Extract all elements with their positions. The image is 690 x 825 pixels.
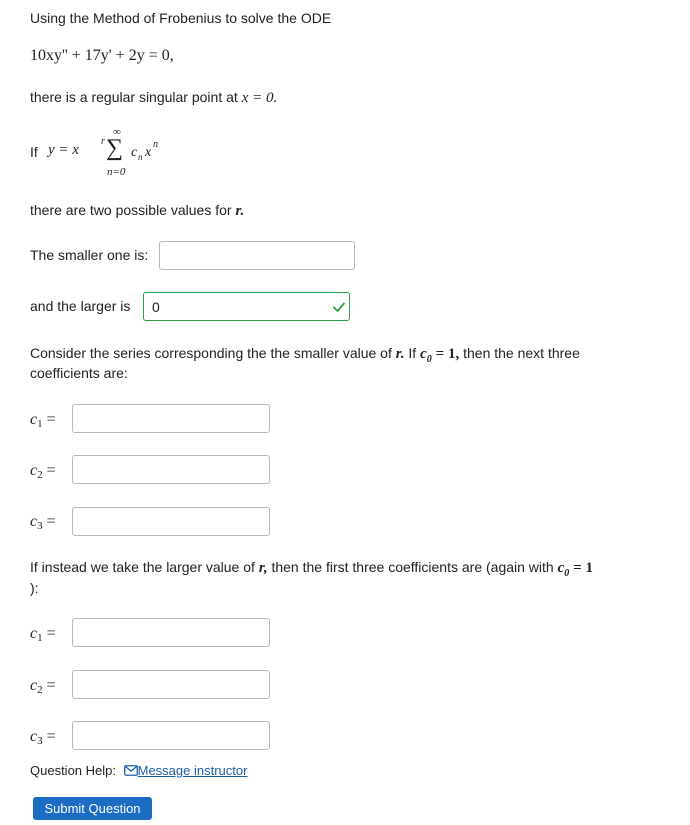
smaller-root-label: The smaller one is: xyxy=(30,247,149,263)
larger-root-label: and the larger is xyxy=(30,298,131,314)
smaller-root-input[interactable] xyxy=(159,241,355,270)
sum-lower-limit: n=0 xyxy=(107,166,126,178)
larger-c2-input[interactable] xyxy=(72,670,270,699)
message-instructor-link[interactable] xyxy=(124,763,248,778)
two-values-text: there are two possible values for xyxy=(30,202,232,218)
series-lhs: y = x xyxy=(48,142,79,158)
series-term-exp: n xyxy=(153,139,158,150)
larger-series-text-a: If instead we take the larger value of xyxy=(30,559,255,575)
larger-c3-input[interactable] xyxy=(72,721,270,750)
smaller-series-line2: coefficients are: xyxy=(30,365,128,381)
intro-text: Using the Method of Frobenius to solve the ODE xyxy=(30,10,332,26)
smaller-c1-input[interactable] xyxy=(72,404,270,433)
submit-question-button[interactable]: Submit Question xyxy=(33,797,152,820)
smaller-series-text-c: then the next three xyxy=(463,345,580,361)
larger-series-c0: $c_0$ xyxy=(557,560,570,579)
larger-series-text-b: then the first three coefficients are (again with xyxy=(271,559,554,575)
message-instructor-label: Message instructor xyxy=(137,763,248,778)
smaller-c1-label: $c_1$ = xyxy=(30,411,56,430)
question-help xyxy=(30,762,247,780)
larger-series-line1 xyxy=(30,557,593,584)
series-term-sub: n xyxy=(138,152,143,162)
r-symbol: r. xyxy=(235,203,245,219)
smaller-c2-label: $c_2$ = xyxy=(30,462,56,481)
smaller-series-r: r. xyxy=(395,346,405,362)
envelope-icon xyxy=(124,765,138,776)
smaller-series-c0: $c_0$ xyxy=(420,346,432,365)
smaller-series-text-a: Consider the series corresponding the the smaller value of xyxy=(30,345,392,361)
question-help-label: Question Help: xyxy=(30,763,116,778)
series-exponent-r: r xyxy=(101,136,105,147)
checkmark-icon xyxy=(332,300,346,314)
smaller-series-eq: = 1, xyxy=(435,346,460,362)
larger-series-line2: ): xyxy=(30,580,39,596)
larger-c1-input[interactable] xyxy=(72,618,270,647)
sum-symbol: ∑ xyxy=(106,135,124,161)
singular-point-text: there is a regular singular point at xyxy=(30,89,238,105)
if-label: If xyxy=(30,144,38,160)
larger-c2-label: $c_2$ = xyxy=(30,677,56,696)
smaller-c2-input[interactable] xyxy=(72,455,270,484)
singular-point-math: x = 0. xyxy=(241,90,278,106)
larger-root-input[interactable] xyxy=(143,292,350,321)
larger-c1-label: $c_1$ = xyxy=(30,625,56,644)
ode-equation: 10xy'' + 17y' + 2y = 0, xyxy=(30,47,174,64)
series-term-c: c xyxy=(131,145,138,160)
smaller-c3-label: $c_3$ = xyxy=(30,513,56,532)
two-values-line xyxy=(30,200,244,221)
sum-upper-limit: ∞ xyxy=(113,126,121,138)
larger-series-eq: = 1 xyxy=(573,560,593,576)
larger-c3-label: $c_3$ = xyxy=(30,728,56,747)
smaller-c3-input[interactable] xyxy=(72,507,270,536)
larger-series-r: r, xyxy=(258,560,268,576)
smaller-series-text-b: If xyxy=(408,345,417,361)
singular-point-line xyxy=(30,87,277,108)
series-term-x: x xyxy=(145,145,152,160)
